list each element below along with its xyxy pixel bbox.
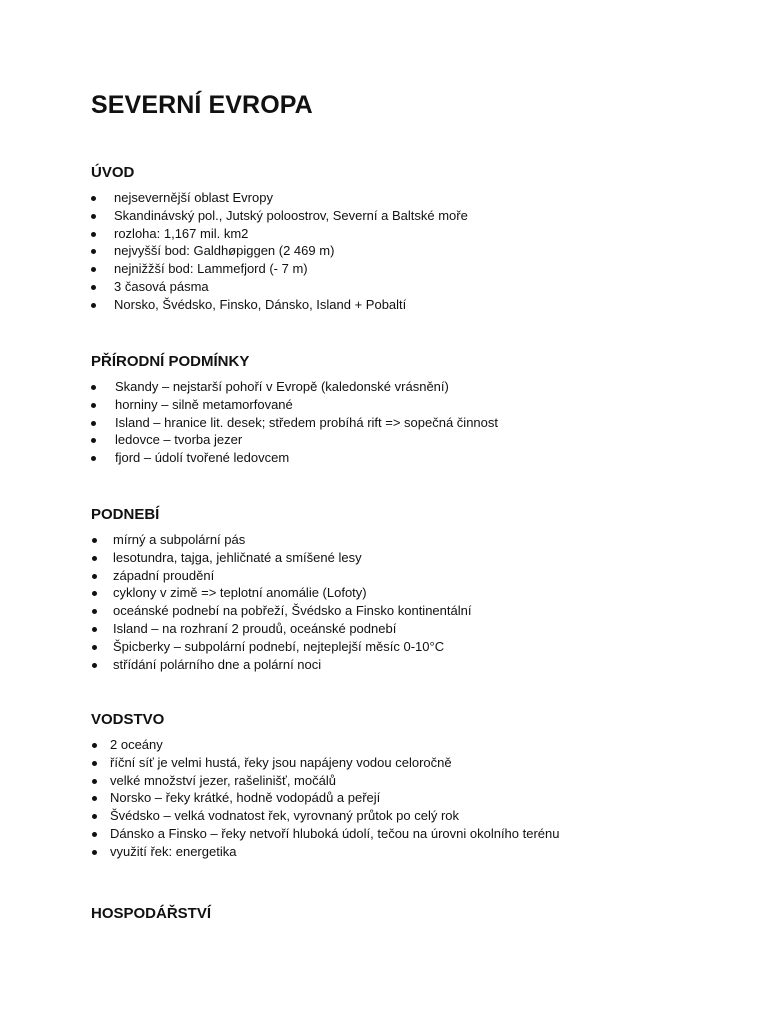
list-item: západní proudění: [91, 567, 731, 585]
list-item: Skandinávský pol., Jutský poloostrov, Severní a Baltské moře: [91, 207, 731, 225]
section-podnebi: [91, 505, 731, 673]
list-item: říční síť je velmi hustá, řeky jsou napájeny vodou celoročně: [91, 754, 731, 772]
list-item: 3 časová pásma: [91, 278, 731, 296]
section-heading: PŘÍRODNÍ PODMÍNKY: [91, 353, 250, 370]
section-heading: ÚVOD: [91, 164, 135, 181]
list-item: Špicberky – subpolární podnebí, nejteplejší měsíc 0-10°C: [91, 638, 731, 656]
list-item: rozloha: 1,167 mil. km2: [91, 225, 731, 243]
list-item: oceánské podnebí na pobřeží, Švédsko a Finsko kontinentální: [91, 602, 731, 620]
list-item: Island – hranice lit. desek; středem probíhá rift => sopečná činnost: [91, 414, 731, 432]
section-uvod: [91, 163, 731, 314]
list-item: nejsevernější oblast Evropy: [91, 189, 731, 207]
list-item: Dánsko a Finsko – řeky netvoří hluboká údolí, tečou na úrovni okolního terénu: [91, 825, 731, 843]
list-item: využití řek: energetika: [91, 843, 731, 861]
bullet-list: [91, 736, 731, 861]
list-item: ledovce – tvorba jezer: [91, 431, 731, 449]
list-item: Skandy – nejstarší pohoří v Evropě (kaledonské vrásnění): [91, 378, 731, 396]
section-heading: VODSTVO: [91, 711, 165, 728]
section-heading: HOSPODÁŘSTVÍ: [91, 905, 212, 922]
list-item: fjord – údolí tvořené ledovcem: [91, 449, 731, 467]
list-item: horniny – silně metamorfované: [91, 396, 731, 414]
list-item: střídání polárního dne a polární noci: [91, 656, 731, 674]
bullet-list: [91, 189, 731, 314]
list-item: Island – na rozhraní 2 proudů, oceánské podnebí: [91, 620, 731, 638]
list-item: mírný a subpolární pás: [91, 531, 731, 549]
list-item: Norsko – řeky krátké, hodně vodopádů a peřejí: [91, 789, 731, 807]
document-title: SEVERNÍ EVROPA: [91, 91, 313, 119]
list-item: nejnižžší bod: Lammefjord (- 7 m): [91, 260, 731, 278]
list-item: cyklony v zimě => teplotní anomálie (Lofoty): [91, 584, 731, 602]
list-item: Švédsko – velká vodnatost řek, vyrovnaný průtok po celý rok: [91, 807, 731, 825]
list-item: 2 oceány: [91, 736, 731, 754]
bullet-list: [91, 378, 731, 467]
section-prirodni-podminky: [91, 352, 731, 467]
section-vodstvo: [91, 710, 731, 861]
list-item: lesotundra, tajga, jehličnaté a smíšené lesy: [91, 549, 731, 567]
section-heading: PODNEBÍ: [91, 506, 160, 523]
list-item: velké množství jezer, rašelinišť, močálů: [91, 772, 731, 790]
section-hospodarstvi: [91, 904, 731, 930]
bullet-list: [91, 531, 731, 673]
list-item: nejvyšší bod: Galdhøpiggen (2 469 m): [91, 242, 731, 260]
list-item: Norsko, Švédsko, Finsko, Dánsko, Island + Pobaltí: [91, 296, 731, 314]
